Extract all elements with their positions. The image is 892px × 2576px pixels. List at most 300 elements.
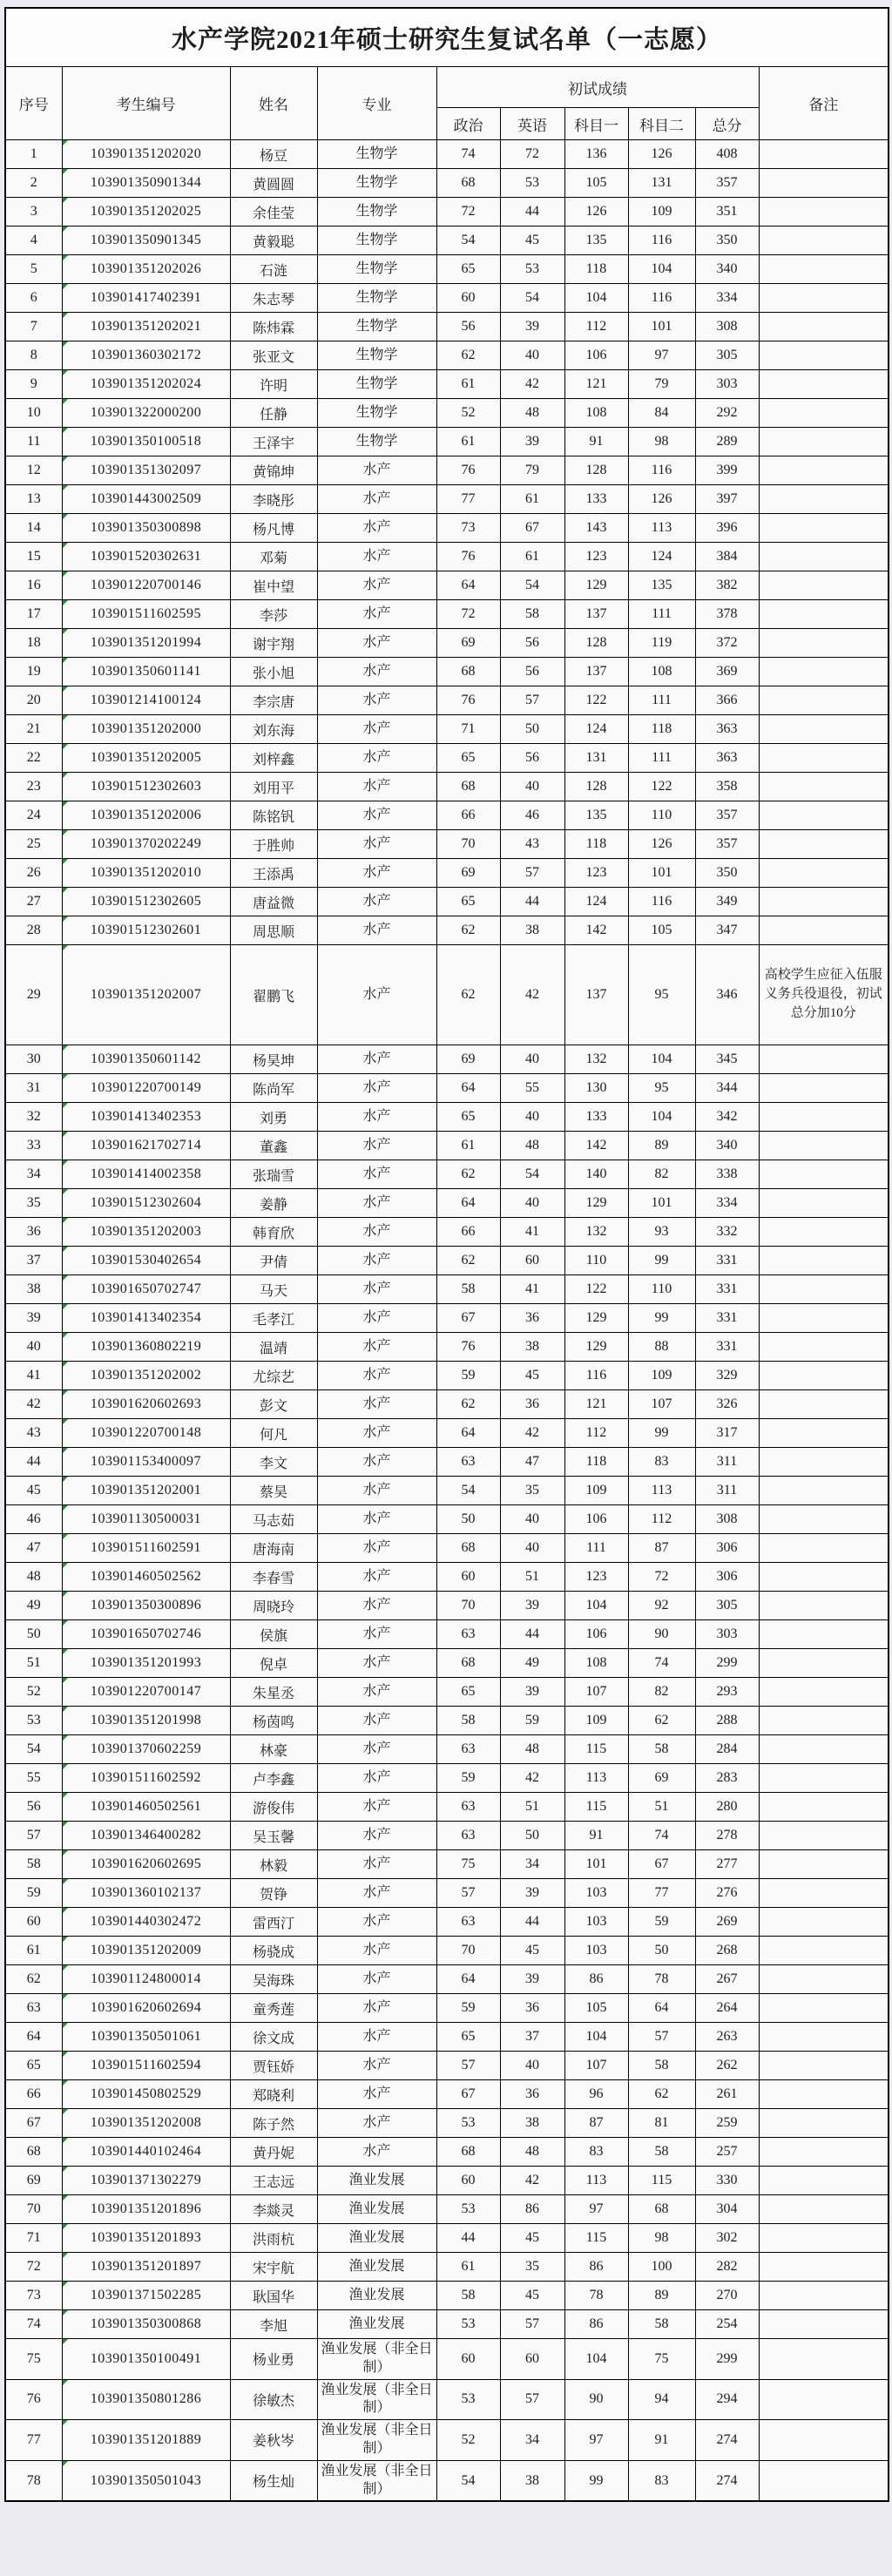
cell-subject1-score: 118 bbox=[564, 830, 628, 859]
cell-subject1-score: 123 bbox=[564, 543, 628, 571]
cell-english-score: 61 bbox=[500, 485, 564, 514]
cell-remark bbox=[759, 629, 889, 658]
table-row bbox=[5, 456, 889, 485]
cell-remark bbox=[759, 169, 889, 198]
cell-english-score: 42 bbox=[500, 2167, 564, 2195]
cell-major: 水产 bbox=[317, 2023, 436, 2052]
cell-english-score: 42 bbox=[500, 1419, 564, 1448]
cell-candidate-id: 103901351202009 bbox=[62, 1937, 230, 1965]
cell-candidate-id: 103901351201896 bbox=[62, 2195, 230, 2224]
table-row bbox=[5, 370, 889, 399]
cell-total-score: 366 bbox=[695, 686, 759, 715]
cell-remark bbox=[759, 1764, 889, 1793]
table-row bbox=[5, 428, 889, 456]
table-row bbox=[5, 1592, 889, 1620]
cell-remark bbox=[759, 830, 889, 859]
cell-total-score: 345 bbox=[695, 1045, 759, 1074]
cell-index: 17 bbox=[5, 600, 62, 629]
cell-politics-score: 57 bbox=[436, 1879, 500, 1908]
cell-major: 水产 bbox=[317, 888, 436, 916]
cell-candidate-id: 103901360802219 bbox=[62, 1333, 230, 1362]
cell-subject1-score: 133 bbox=[564, 1103, 628, 1132]
cell-subject2-score: 116 bbox=[628, 888, 695, 916]
cell-subject2-score: 88 bbox=[628, 1333, 695, 1362]
cell-remark bbox=[759, 1074, 889, 1103]
cell-remark bbox=[759, 2224, 889, 2253]
cell-english-score: 44 bbox=[500, 1908, 564, 1937]
cell-politics-score: 54 bbox=[436, 1477, 500, 1505]
cell-english-score: 54 bbox=[500, 1160, 564, 1189]
cell-remark bbox=[759, 1793, 889, 1822]
cell-politics-score: 52 bbox=[436, 2420, 500, 2461]
cell-subject2-score: 50 bbox=[628, 1937, 695, 1965]
cell-major: 水产 bbox=[317, 1735, 436, 1764]
cell-major: 水产 bbox=[317, 1419, 436, 1448]
cell-subject1-score: 115 bbox=[564, 1793, 628, 1822]
cell-subject2-score: 113 bbox=[628, 1477, 695, 1505]
cell-major: 渔业发展（非全日制） bbox=[317, 2420, 436, 2461]
cell-candidate-id: 103901350501043 bbox=[62, 2460, 230, 2501]
cell-english-score: 48 bbox=[500, 1132, 564, 1160]
cell-subject1-score: 116 bbox=[564, 1362, 628, 1390]
cell-major: 水产 bbox=[317, 744, 436, 773]
cell-subject2-score: 126 bbox=[628, 140, 695, 169]
cell-total-score: 326 bbox=[695, 1390, 759, 1419]
cell-name: 黄丹妮 bbox=[230, 2138, 317, 2167]
cell-total-score: 346 bbox=[695, 945, 759, 1045]
cell-subject2-score: 90 bbox=[628, 1620, 695, 1649]
cell-subject2-score: 99 bbox=[628, 1419, 695, 1448]
cell-remark bbox=[759, 1908, 889, 1937]
cell-candidate-id: 103901351201998 bbox=[62, 1707, 230, 1735]
cell-name: 洪雨杭 bbox=[230, 2224, 317, 2253]
cell-index: 68 bbox=[5, 2138, 62, 2167]
table-row bbox=[5, 1735, 889, 1764]
cell-subject1-score: 109 bbox=[564, 1707, 628, 1735]
cell-index: 72 bbox=[5, 2253, 62, 2282]
cell-index: 53 bbox=[5, 1707, 62, 1735]
cell-subject1-score: 87 bbox=[564, 2109, 628, 2138]
cell-remark bbox=[759, 1333, 889, 1362]
cell-major: 生物学 bbox=[317, 341, 436, 370]
cell-total-score: 288 bbox=[695, 1707, 759, 1735]
cell-politics-score: 50 bbox=[436, 1505, 500, 1534]
cell-english-score: 43 bbox=[500, 830, 564, 859]
cell-politics-score: 76 bbox=[436, 1333, 500, 1362]
table-row bbox=[5, 744, 889, 773]
cell-politics-score: 60 bbox=[436, 2167, 500, 2195]
cell-english-score: 58 bbox=[500, 600, 564, 629]
cell-subject2-score: 110 bbox=[628, 1275, 695, 1304]
cell-major: 渔业发展（非全日制） bbox=[317, 2460, 436, 2501]
table-row bbox=[5, 686, 889, 715]
cell-candidate-id: 103901360302172 bbox=[62, 341, 230, 370]
cell-politics-score: 56 bbox=[436, 313, 500, 341]
cell-index: 38 bbox=[5, 1275, 62, 1304]
cell-name: 张亚文 bbox=[230, 341, 317, 370]
cell-index: 19 bbox=[5, 658, 62, 686]
cell-remark bbox=[759, 1735, 889, 1764]
cell-english-score: 35 bbox=[500, 2253, 564, 2282]
cell-remark bbox=[759, 744, 889, 773]
cell-english-score: 61 bbox=[500, 543, 564, 571]
cell-subject1-score: 123 bbox=[564, 859, 628, 888]
col-header-remarks: 备注 bbox=[759, 67, 889, 140]
cell-subject2-score: 101 bbox=[628, 859, 695, 888]
cell-subject1-score: 140 bbox=[564, 1160, 628, 1189]
cell-name: 游俊伟 bbox=[230, 1793, 317, 1822]
col-header-major: 专业 bbox=[317, 67, 436, 140]
cell-major: 水产 bbox=[317, 1965, 436, 1994]
cell-subject2-score: 116 bbox=[628, 226, 695, 255]
cell-subject1-score: 112 bbox=[564, 313, 628, 341]
cell-candidate-id: 103901351202020 bbox=[62, 140, 230, 169]
cell-subject1-score: 97 bbox=[564, 2195, 628, 2224]
cell-english-score: 36 bbox=[500, 1304, 564, 1333]
cell-index: 15 bbox=[5, 543, 62, 571]
cell-name: 黄锦坤 bbox=[230, 456, 317, 485]
cell-remark bbox=[759, 1850, 889, 1879]
cell-candidate-id: 103901511602594 bbox=[62, 2052, 230, 2080]
cell-politics-score: 61 bbox=[436, 1132, 500, 1160]
cell-major: 水产 bbox=[317, 1477, 436, 1505]
cell-subject2-score: 99 bbox=[628, 1304, 695, 1333]
cell-english-score: 45 bbox=[500, 226, 564, 255]
cell-subject1-score: 107 bbox=[564, 1678, 628, 1707]
cell-index: 51 bbox=[5, 1649, 62, 1678]
cell-major: 水产 bbox=[317, 1563, 436, 1592]
cell-subject2-score: 101 bbox=[628, 1189, 695, 1218]
table-row bbox=[5, 773, 889, 801]
cell-politics-score: 63 bbox=[436, 1908, 500, 1937]
cell-politics-score: 67 bbox=[436, 2080, 500, 2109]
cell-index: 59 bbox=[5, 1879, 62, 1908]
cell-subject1-score: 122 bbox=[564, 1275, 628, 1304]
cell-subject1-score: 103 bbox=[564, 1879, 628, 1908]
cell-index: 78 bbox=[5, 2460, 62, 2501]
table-row bbox=[5, 1879, 889, 1908]
cell-politics-score: 72 bbox=[436, 198, 500, 226]
cell-name: 李春雪 bbox=[230, 1563, 317, 1592]
cell-english-score: 36 bbox=[500, 1390, 564, 1419]
cell-candidate-id: 103901351302097 bbox=[62, 456, 230, 485]
cell-subject1-score: 104 bbox=[564, 1592, 628, 1620]
cell-name: 马志茹 bbox=[230, 1505, 317, 1534]
table-row bbox=[5, 1477, 889, 1505]
cell-subject2-score: 62 bbox=[628, 2080, 695, 2109]
cell-index: 76 bbox=[5, 2379, 62, 2420]
cell-total-score: 340 bbox=[695, 255, 759, 284]
cell-politics-score: 61 bbox=[436, 2253, 500, 2282]
cell-index: 36 bbox=[5, 1218, 62, 1247]
cell-major: 水产 bbox=[317, 2109, 436, 2138]
cell-name: 于胜帅 bbox=[230, 830, 317, 859]
cell-subject2-score: 116 bbox=[628, 456, 695, 485]
cell-politics-score: 65 bbox=[436, 888, 500, 916]
table-header bbox=[5, 8, 889, 140]
cell-candidate-id: 103901220700146 bbox=[62, 571, 230, 600]
cell-subject2-score: 68 bbox=[628, 2195, 695, 2224]
cell-candidate-id: 103901351201893 bbox=[62, 2224, 230, 2253]
cell-candidate-id: 103901350100518 bbox=[62, 428, 230, 456]
cell-subject1-score: 142 bbox=[564, 1132, 628, 1160]
table-row bbox=[5, 1160, 889, 1189]
cell-remark bbox=[759, 1822, 889, 1850]
col-header-index: 序号 bbox=[5, 67, 62, 140]
cell-subject2-score: 104 bbox=[628, 255, 695, 284]
cell-politics-score: 70 bbox=[436, 1937, 500, 1965]
table-row bbox=[5, 1045, 889, 1074]
cell-politics-score: 63 bbox=[436, 1448, 500, 1477]
cell-candidate-id: 103901124800014 bbox=[62, 1965, 230, 1994]
cell-candidate-id: 103901460502561 bbox=[62, 1793, 230, 1822]
cell-total-score: 282 bbox=[695, 2253, 759, 2282]
cell-index: 33 bbox=[5, 1132, 62, 1160]
cell-english-score: 42 bbox=[500, 945, 564, 1045]
cell-politics-score: 75 bbox=[436, 1850, 500, 1879]
cell-english-score: 46 bbox=[500, 801, 564, 830]
cell-name: 王志远 bbox=[230, 2167, 317, 2195]
cell-name: 杨凡博 bbox=[230, 514, 317, 543]
table-row bbox=[5, 169, 889, 198]
cell-politics-score: 68 bbox=[436, 773, 500, 801]
cell-name: 卢李鑫 bbox=[230, 1764, 317, 1793]
cell-candidate-id: 103901512302603 bbox=[62, 773, 230, 801]
cell-subject1-score: 132 bbox=[564, 1045, 628, 1074]
cell-name: 黄圆圆 bbox=[230, 169, 317, 198]
cell-name: 唐益微 bbox=[230, 888, 317, 916]
cell-index: 22 bbox=[5, 744, 62, 773]
cell-total-score: 350 bbox=[695, 859, 759, 888]
cell-major: 水产 bbox=[317, 1879, 436, 1908]
cell-remark bbox=[759, 1707, 889, 1735]
cell-major: 生物学 bbox=[317, 198, 436, 226]
cell-politics-score: 44 bbox=[436, 2224, 500, 2253]
cell-subject2-score: 74 bbox=[628, 1649, 695, 1678]
cell-subject1-score: 123 bbox=[564, 1563, 628, 1592]
cell-english-score: 39 bbox=[500, 313, 564, 341]
cell-politics-score: 68 bbox=[436, 1534, 500, 1563]
cell-subject2-score: 77 bbox=[628, 1879, 695, 1908]
cell-remark bbox=[759, 916, 889, 945]
cell-index: 65 bbox=[5, 2052, 62, 2080]
cell-subject1-score: 113 bbox=[564, 1764, 628, 1793]
cell-english-score: 39 bbox=[500, 1592, 564, 1620]
cell-politics-score: 70 bbox=[436, 1592, 500, 1620]
cell-subject1-score: 135 bbox=[564, 801, 628, 830]
cell-index: 5 bbox=[5, 255, 62, 284]
cell-index: 35 bbox=[5, 1189, 62, 1218]
cell-subject2-score: 69 bbox=[628, 1764, 695, 1793]
cell-index: 49 bbox=[5, 1592, 62, 1620]
cell-subject2-score: 122 bbox=[628, 773, 695, 801]
cell-name: 倪卓 bbox=[230, 1649, 317, 1678]
cell-remark bbox=[759, 543, 889, 571]
cell-subject1-score: 143 bbox=[564, 514, 628, 543]
cell-subject2-score: 107 bbox=[628, 1390, 695, 1419]
cell-subject1-score: 104 bbox=[564, 2023, 628, 2052]
cell-remark bbox=[759, 1534, 889, 1563]
cell-index: 77 bbox=[5, 2420, 62, 2461]
cell-total-score: 334 bbox=[695, 284, 759, 313]
cell-total-score: 257 bbox=[695, 2138, 759, 2167]
cell-major: 水产 bbox=[317, 773, 436, 801]
cell-candidate-id: 103901153400097 bbox=[62, 1448, 230, 1477]
cell-index: 56 bbox=[5, 1793, 62, 1822]
cell-subject2-score: 135 bbox=[628, 571, 695, 600]
cell-remark bbox=[759, 1505, 889, 1534]
cell-politics-score: 62 bbox=[436, 1160, 500, 1189]
cell-total-score: 283 bbox=[695, 1764, 759, 1793]
cell-major: 渔业发展 bbox=[317, 2282, 436, 2310]
cell-major: 生物学 bbox=[317, 255, 436, 284]
cell-remark bbox=[759, 2195, 889, 2224]
cell-politics-score: 53 bbox=[436, 2109, 500, 2138]
cell-total-score: 304 bbox=[695, 2195, 759, 2224]
cell-subject2-score: 94 bbox=[628, 2379, 695, 2420]
roster-table bbox=[4, 7, 889, 2502]
table-row bbox=[5, 1822, 889, 1850]
cell-politics-score: 62 bbox=[436, 1247, 500, 1275]
cell-total-score: 308 bbox=[695, 1505, 759, 1534]
cell-english-score: 53 bbox=[500, 169, 564, 198]
cell-total-score: 357 bbox=[695, 801, 759, 830]
cell-total-score: 329 bbox=[695, 1362, 759, 1390]
table-row bbox=[5, 1390, 889, 1419]
table-row bbox=[5, 1247, 889, 1275]
cell-candidate-id: 103901370602259 bbox=[62, 1735, 230, 1764]
cell-name: 张小旭 bbox=[230, 658, 317, 686]
cell-candidate-id: 103901351202024 bbox=[62, 370, 230, 399]
cell-subject2-score: 58 bbox=[628, 2138, 695, 2167]
cell-english-score: 41 bbox=[500, 1275, 564, 1304]
cell-english-score: 37 bbox=[500, 2023, 564, 2052]
cell-remark bbox=[759, 341, 889, 370]
cell-total-score: 259 bbox=[695, 2109, 759, 2138]
cell-english-score: 44 bbox=[500, 1620, 564, 1649]
cell-subject2-score: 64 bbox=[628, 1994, 695, 2023]
cell-subject2-score: 105 bbox=[628, 916, 695, 945]
cell-name: 石涟 bbox=[230, 255, 317, 284]
cell-major: 水产 bbox=[317, 945, 436, 1045]
table-row bbox=[5, 1132, 889, 1160]
cell-name: 陈子然 bbox=[230, 2109, 317, 2138]
cell-index: 46 bbox=[5, 1505, 62, 1534]
cell-candidate-id: 103901511602591 bbox=[62, 1534, 230, 1563]
cell-subject2-score: 131 bbox=[628, 169, 695, 198]
cell-english-score: 79 bbox=[500, 456, 564, 485]
cell-major: 渔业发展（非全日制） bbox=[317, 2339, 436, 2380]
cell-index: 18 bbox=[5, 629, 62, 658]
cell-index: 2 bbox=[5, 169, 62, 198]
cell-remark bbox=[759, 313, 889, 341]
cell-major: 水产 bbox=[317, 1333, 436, 1362]
cell-total-score: 276 bbox=[695, 1879, 759, 1908]
cell-english-score: 44 bbox=[500, 198, 564, 226]
cell-english-score: 86 bbox=[500, 2195, 564, 2224]
cell-major: 生物学 bbox=[317, 428, 436, 456]
cell-politics-score: 69 bbox=[436, 629, 500, 658]
cell-total-score: 299 bbox=[695, 2339, 759, 2380]
cell-politics-score: 70 bbox=[436, 830, 500, 859]
cell-total-score: 363 bbox=[695, 715, 759, 744]
table-row bbox=[5, 2339, 889, 2380]
table-row bbox=[5, 801, 889, 830]
cell-remark bbox=[759, 140, 889, 169]
cell-major: 水产 bbox=[317, 1649, 436, 1678]
cell-english-score: 39 bbox=[500, 1678, 564, 1707]
cell-english-score: 39 bbox=[500, 1965, 564, 1994]
table-row bbox=[5, 571, 889, 600]
cell-name: 姜秋岑 bbox=[230, 2420, 317, 2461]
cell-remark bbox=[759, 1994, 889, 2023]
cell-english-score: 36 bbox=[500, 2080, 564, 2109]
cell-name: 贾钰娇 bbox=[230, 2052, 317, 2080]
cell-subject2-score: 91 bbox=[628, 2420, 695, 2461]
cell-name: 贺铮 bbox=[230, 1879, 317, 1908]
cell-subject2-score: 74 bbox=[628, 1822, 695, 1850]
cell-politics-score: 73 bbox=[436, 514, 500, 543]
cell-politics-score: 71 bbox=[436, 715, 500, 744]
table-row bbox=[5, 1965, 889, 1994]
cell-total-score: 306 bbox=[695, 1534, 759, 1563]
cell-index: 60 bbox=[5, 1908, 62, 1937]
cell-subject1-score: 118 bbox=[564, 1448, 628, 1477]
table-row bbox=[5, 1908, 889, 1937]
cell-remark bbox=[759, 428, 889, 456]
cell-remark bbox=[759, 255, 889, 284]
cell-major: 水产 bbox=[317, 514, 436, 543]
cell-major: 渔业发展 bbox=[317, 2310, 436, 2339]
cell-politics-score: 61 bbox=[436, 370, 500, 399]
cell-total-score: 330 bbox=[695, 2167, 759, 2195]
cell-english-score: 45 bbox=[500, 1362, 564, 1390]
cell-subject1-score: 129 bbox=[564, 1304, 628, 1333]
cell-candidate-id: 103901511602595 bbox=[62, 600, 230, 629]
cell-index: 29 bbox=[5, 945, 62, 1045]
cell-index: 62 bbox=[5, 1965, 62, 1994]
cell-subject2-score: 104 bbox=[628, 1045, 695, 1074]
cell-candidate-id: 103901351202003 bbox=[62, 1218, 230, 1247]
cell-total-score: 306 bbox=[695, 1563, 759, 1592]
cell-subject2-score: 126 bbox=[628, 485, 695, 514]
cell-english-score: 44 bbox=[500, 888, 564, 916]
cell-subject1-score: 112 bbox=[564, 1419, 628, 1448]
cell-candidate-id: 103901371502285 bbox=[62, 2282, 230, 2310]
cell-subject2-score: 118 bbox=[628, 715, 695, 744]
cell-english-score: 48 bbox=[500, 2138, 564, 2167]
cell-remark bbox=[759, 2023, 889, 2052]
cell-remark: 高校学生应征入伍服义务兵役退役，初试总分加10分 bbox=[759, 945, 889, 1045]
cell-total-score: 384 bbox=[695, 543, 759, 571]
cell-name: 侯旗 bbox=[230, 1620, 317, 1649]
cell-name: 蔡昊 bbox=[230, 1477, 317, 1505]
table-row bbox=[5, 658, 889, 686]
cell-total-score: 331 bbox=[695, 1247, 759, 1275]
cell-total-score: 408 bbox=[695, 140, 759, 169]
cell-index: 40 bbox=[5, 1333, 62, 1362]
cell-remark bbox=[759, 456, 889, 485]
cell-major: 水产 bbox=[317, 1132, 436, 1160]
cell-candidate-id: 103901620602695 bbox=[62, 1850, 230, 1879]
cell-candidate-id: 103901351202010 bbox=[62, 859, 230, 888]
cell-english-score: 42 bbox=[500, 370, 564, 399]
cell-politics-score: 65 bbox=[436, 255, 500, 284]
table-row bbox=[5, 1563, 889, 1592]
table-row bbox=[5, 2195, 889, 2224]
cell-candidate-id: 103901351202025 bbox=[62, 198, 230, 226]
table-row bbox=[5, 399, 889, 428]
